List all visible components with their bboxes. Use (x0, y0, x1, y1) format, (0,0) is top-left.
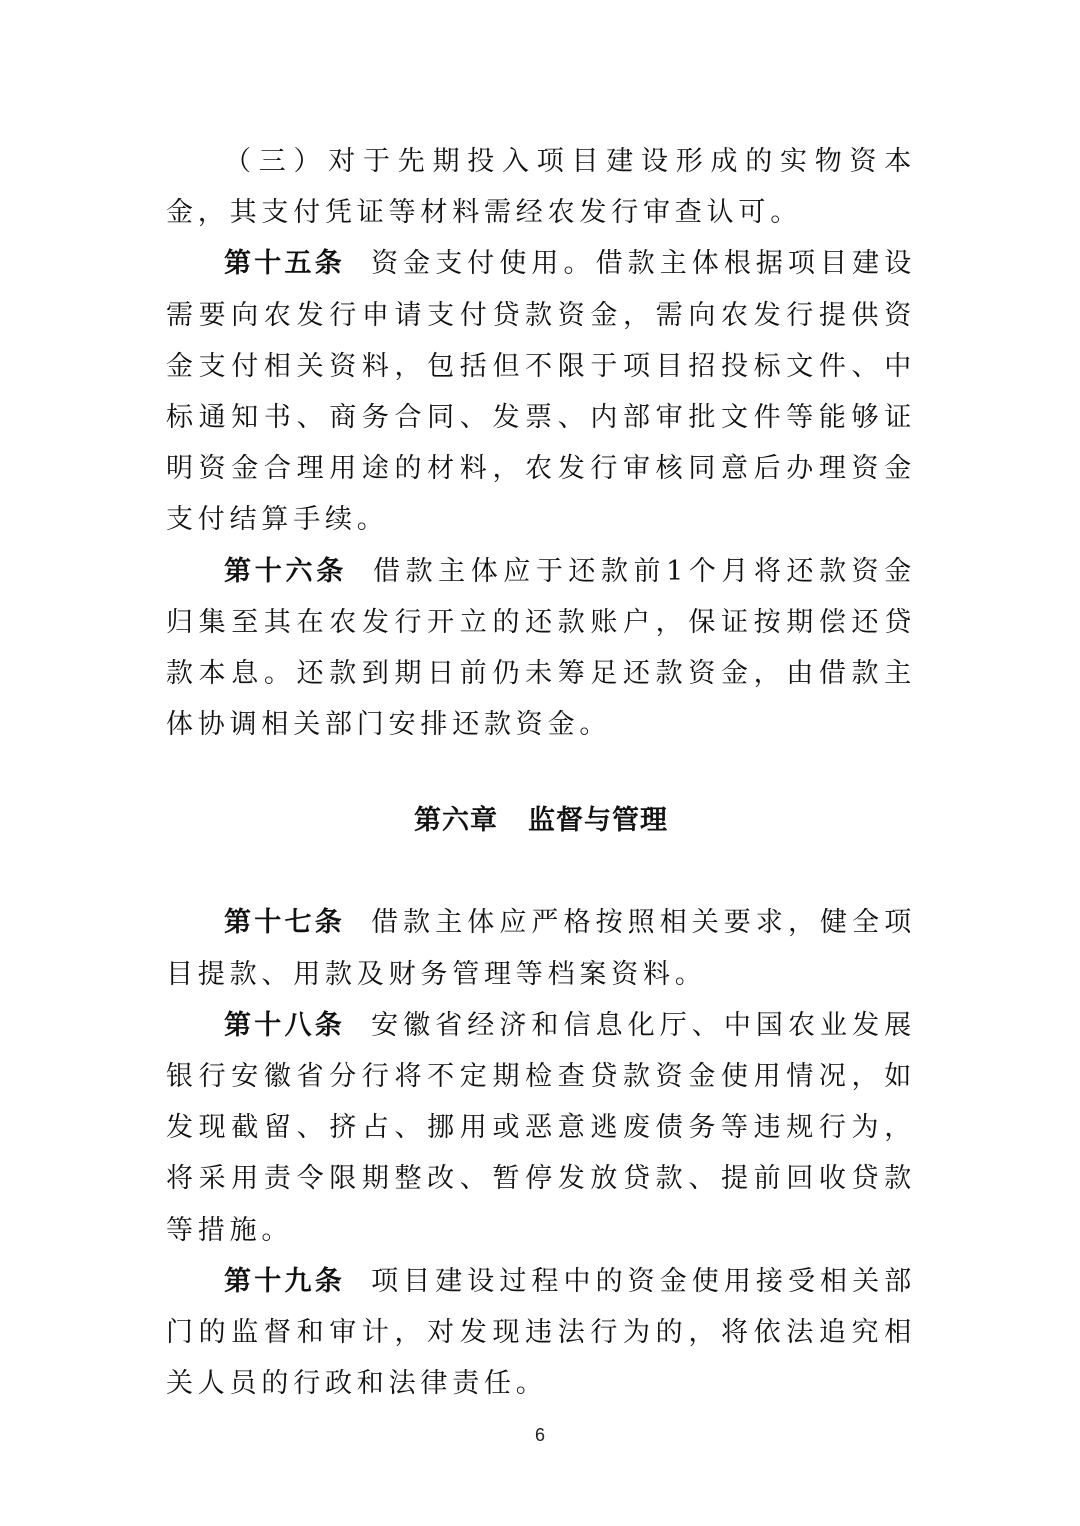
article-17 (166, 897, 916, 999)
article-15 (166, 238, 916, 545)
article-label: 第十八条 (224, 1009, 346, 1041)
article-text: 借款主体应严格按照相关要求，健全项目提款、用款及财务管理等档案资料。 (166, 907, 916, 990)
article-19 (166, 1256, 916, 1410)
article-18 (166, 1000, 916, 1256)
chapter-title: 监督与管理 (528, 805, 668, 837)
document-body (166, 136, 916, 1409)
article-label: 第十五条 (224, 248, 346, 280)
article-text: 项目建设过程中的资金使用接受相关部门的监督和审计，对发现违法行为的，将依法追究相关人员的行政和法律责任。 (166, 1265, 916, 1400)
article-16 (166, 546, 916, 751)
chapter-number: 第六章 (414, 805, 498, 837)
paragraph-item-3 (166, 136, 916, 238)
article-text: 安徽省经济和信息化厅、中国农业发展银行安徽省分行将不定期检查贷款资金使用情况，如发现截留、挤占、挪用或恶意逃废债务等违规行为，将采用责令限期整改、暂停发放贷款、提前回收贷款等措施。 (166, 1009, 916, 1246)
chapter-heading (166, 795, 916, 846)
article-text: 资金支付使用。借款主体根据项目建设需要向农发行申请支付贷款资金，需向农发行提供资金支付相关资料，包括但不限于项目招投标文件、中标通知书、商务合同、发票、内部审批文件等能够证明资金合理用途的材料，农发行审核同意后办理资金支付结算手续。 (166, 248, 916, 536)
paragraph-text: （三）对于先期投入项目建设形成的实物资本金，其支付凭证等材料需经农发行审查认可。 (166, 146, 916, 229)
article-label: 第十六条 (224, 555, 348, 587)
article-label: 第十七条 (224, 907, 346, 939)
article-text: 借款主体应于还款前1个月将还款资金归集至其在农发行开立的还款账户，保证按期偿还贷款本息。还款到期日前仍未筹足还款资金，由借款主体协调相关部门安排还款资金。 (166, 555, 916, 741)
page-number: 6 (534, 1425, 545, 1445)
article-label: 第十九条 (224, 1265, 346, 1297)
